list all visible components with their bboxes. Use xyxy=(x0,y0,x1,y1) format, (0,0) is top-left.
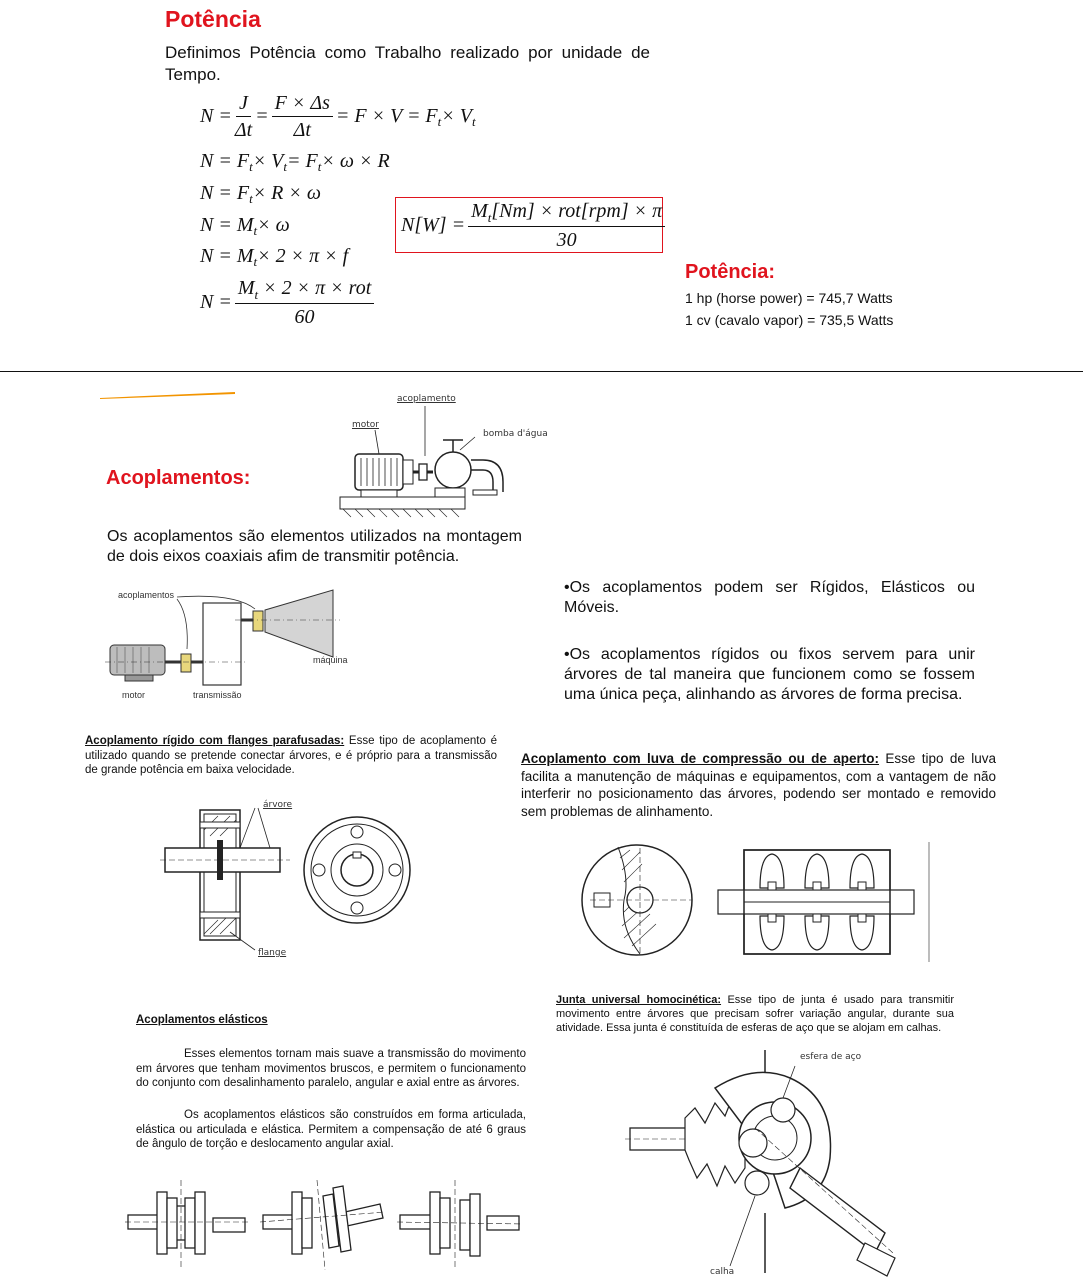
label-acoplamentos: acoplamentos xyxy=(118,590,175,600)
acoplamentos-title: Acoplamentos: xyxy=(106,467,251,489)
rigid-flange-figure xyxy=(160,800,420,960)
page-title: Potência xyxy=(165,6,261,32)
elastic-couplings-figure xyxy=(125,1180,525,1275)
label-maquina: máquina xyxy=(313,655,348,665)
motor-pump-figure xyxy=(335,392,565,522)
equation-5: N = M t × 2 × π × f xyxy=(200,245,349,269)
bullet-types: •Os acoplamentos podem ser Rígidos, Elásticos ou Móveis. xyxy=(564,579,975,616)
elastic-paragraph-2: Os acoplamentos elásticos são construídos em forma articulada, elástica ou articulada e elástica. Permitem a compensação de até 6 graus de ângulo de torção e deslocamento angular axial. xyxy=(136,1109,526,1150)
label-acoplamento: acoplamento xyxy=(397,394,456,404)
power-formula-box: N[W] = $\frac{M_t[Nm] \times rot[rpm] \times \pi}{30}$ xyxy=(395,197,663,253)
equation-1: N = $\frac{J}{\Delta t}$ = $\frac{F \times \Delta s}{\Delta t}$ = F × V = F t × V t xyxy=(200,92,476,141)
equation-3: N = F t × R × ω xyxy=(200,182,322,206)
potencia-definition: Definimos Potência como Trabalho realizado por unidade de Tempo. xyxy=(165,43,650,84)
bullet-rigid: •Os acoplamentos rígidos ou fixos servem para unir árvores de tal maneira que funcionem como se fossem uma única peça, alinhando as árvores de forma precisa. xyxy=(564,646,975,703)
equation-4: N = M t × ω xyxy=(200,214,290,238)
label-calha: calha xyxy=(710,1267,735,1277)
label-bomba: bomba d'água xyxy=(483,429,548,439)
label-transmissao: transmissão xyxy=(193,690,242,700)
units-title: Potência: xyxy=(685,261,776,283)
orange-accent-stroke xyxy=(100,390,240,400)
elastic-paragraph-1: Esses elementos tornam mais suave a transmissão do movimento em árvores que tenham movimentos bruscos, e permitem o funcionamento do conjunto com desalinhamento paralelo, angular e axial entre as árvores. xyxy=(136,1048,526,1089)
rigid-heading: Acoplamento rígido com flanges parafusadas: xyxy=(85,735,345,747)
cv-joint-figure xyxy=(625,1048,905,1278)
sleeve-coupling-figure xyxy=(580,838,935,968)
hp-conversion: 1 hp (horse power) = 745,7 Watts xyxy=(685,290,893,306)
cv-joint-heading: Junta universal homocinética: xyxy=(556,994,722,1006)
label-motor-2: motor xyxy=(122,690,146,700)
cv-joint-description: Junta universal homocinética: Esse tipo de junta é usado para transmitir movimento entre árvores que precisam sofrer variação angular, durante sua atividade. Essa junta é constituída de esferas de aço que se alojam em calhas. xyxy=(556,994,954,1034)
rigid-description: Acoplamento rígido com flanges parafusadas: Esse tipo de acoplamento é utilizado quando se pretende conectar árvores, e é próprio para a transmissão de grande potência em baixa velocidade. xyxy=(85,735,497,776)
sleeve-description: Acoplamento com luva de compressão ou de aperto: Esse tipo de luva facilita a manutenção de máquinas e equipamentos, com a vantagem de não interferir no posicionamento das árvores, podendo ser montado e removido sem problemas de alinhamento. xyxy=(521,751,996,819)
section-divider xyxy=(0,371,1083,372)
label-flange: flange xyxy=(258,948,287,958)
acoplamentos-intro: Os acoplamentos são elementos utilizados na montagem de dois eixos coaxiais afim de transmitir potência. xyxy=(107,528,522,565)
label-arvore: árvore xyxy=(263,800,293,810)
label-motor: motor xyxy=(352,420,380,430)
cv-conversion: 1 cv (cavalo vapor) = 735,5 Watts xyxy=(685,312,894,328)
sleeve-heading: Acoplamento com luva de compressão ou de aperto: xyxy=(521,751,880,766)
equation-2: N = F t × V t = F t × ω × R xyxy=(200,150,390,174)
label-esfera: esfera de aço xyxy=(800,1052,862,1062)
elastic-heading: Acoplamentos elásticos xyxy=(136,1014,268,1026)
transmission-figure xyxy=(105,585,345,695)
equation-6: N = $\frac{M_t \times 2 \times \pi \times rot}{60}$ xyxy=(200,277,377,328)
